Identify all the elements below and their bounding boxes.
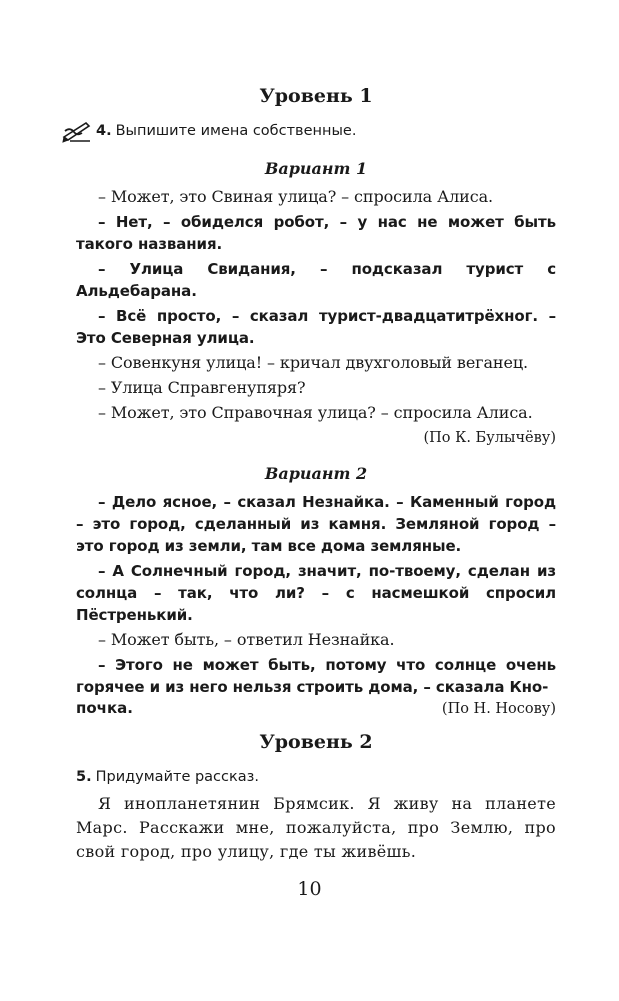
task-5 bbox=[76, 764, 556, 790]
task-4 bbox=[62, 118, 556, 144]
dialogue-line: – Совенкуня улица! – кричал двухголовый веганец. bbox=[98, 353, 529, 372]
dialogue-line: – Может, это Свиная улица? – спросила Алиса. bbox=[98, 187, 494, 206]
page-content bbox=[76, 82, 556, 864]
dialogue-line: – А Солнечный город, значит, по-твоему, сделан из солнца – так, что ли? – с насмешкой спросил Пёстренький. bbox=[76, 562, 556, 624]
task-number: 4. bbox=[96, 123, 112, 139]
page-number: 10 bbox=[297, 878, 322, 900]
dialogue-line: – Может быть, – ответил Незнайка. bbox=[98, 630, 395, 649]
pencil-icon bbox=[62, 119, 92, 143]
level-2-heading: Уровень 2 bbox=[259, 731, 373, 753]
dialogue-line: – Всё просто, – сказал турист-двадцатитрёхног. – Это Северная улица. bbox=[76, 307, 556, 347]
story-text: Я инопланетянин Брямсик. Я живу на планете Марс. Расскажи мне, пожалуйста, про Землю, про свой город, про улицу, где ты живёшь. bbox=[76, 794, 556, 861]
dialogue-line: – Нет, – обиделся робот, – у нас не может быть такого названия. bbox=[76, 213, 556, 253]
dialogue-line: – Улица Справгенупяря? bbox=[98, 378, 306, 397]
dialogue-line: – Дело ясное, – сказал Незнайка. – Каменный город – это город, сделанный из камня. Земляной город – это город из земли, там все дома земляные. bbox=[76, 493, 556, 555]
level-1-heading: Уровень 1 bbox=[259, 85, 373, 107]
dialogue-line: – Этого не может быть, потому что солнце очень горячее и из него нельзя строить дома, – сказала Кно- bbox=[76, 656, 556, 696]
task-text: Придумайте рассказ. bbox=[95, 769, 259, 785]
source-citation: (По К. Булычёву) bbox=[423, 430, 556, 446]
task-number: 5. bbox=[76, 769, 92, 785]
variant-2-heading: Вариант 2 bbox=[264, 464, 368, 483]
last-line-with-source bbox=[76, 698, 556, 722]
dialogue-line: – Может, это Справочная улица? – спросила Алиса. bbox=[98, 403, 533, 422]
variant-1-heading: Вариант 1 bbox=[264, 159, 368, 178]
dialogue-line: – Улица Свидания, – подсказал турист с Альдебарана. bbox=[76, 260, 556, 300]
source-citation: (По Н. Носову) bbox=[441, 701, 556, 717]
task-text: Выпишите имена собственные. bbox=[115, 123, 357, 139]
dialogue-line-end: почка. bbox=[76, 699, 133, 717]
